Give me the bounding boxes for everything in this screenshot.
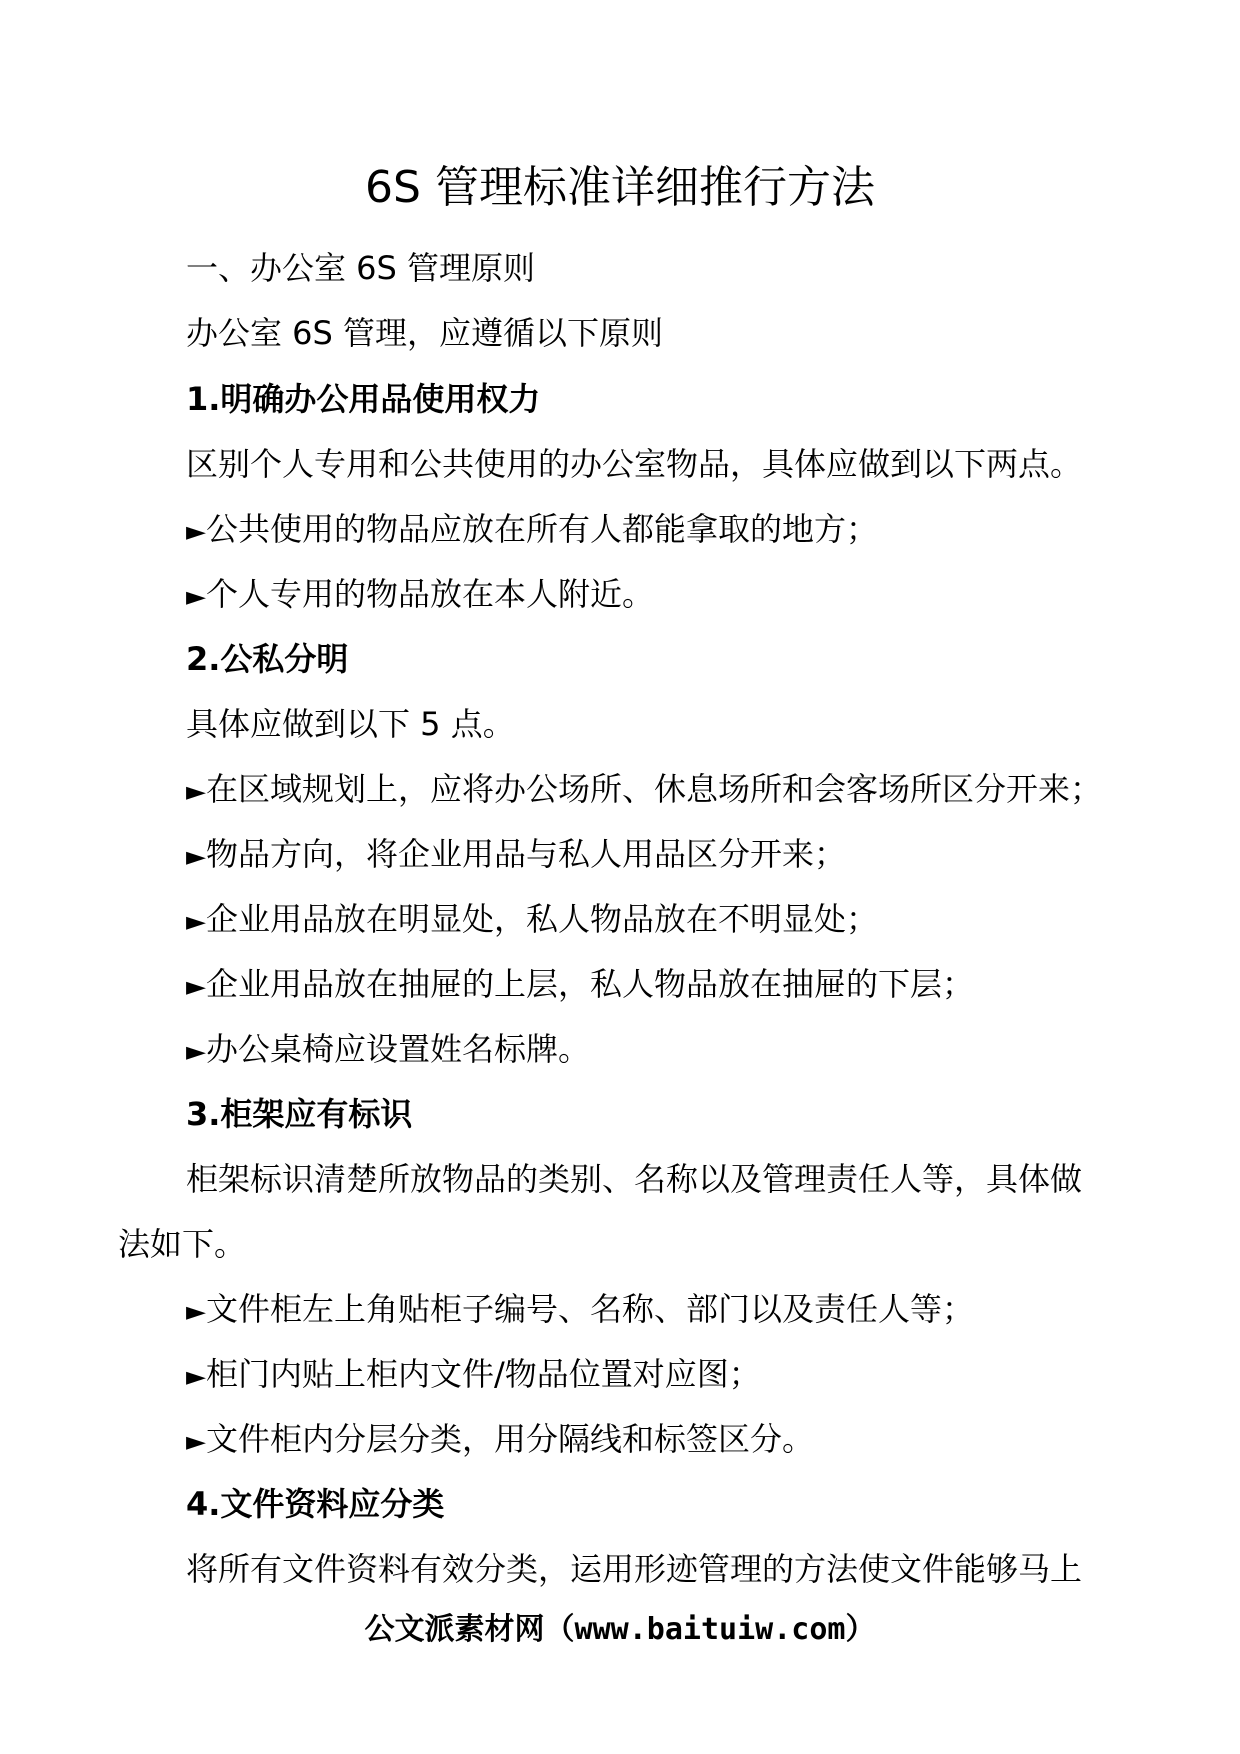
bullet-arrow-icon: ► xyxy=(186,777,206,807)
bullet-arrow-icon: ► xyxy=(186,1362,206,1392)
item-4-heading: 4.文件资料应分类 xyxy=(186,1485,445,1523)
bullet-text: 物品方向，将企业用品与私人用品区分开来； xyxy=(206,835,847,873)
list-item xyxy=(186,574,1146,617)
bullet-text: 办公桌椅应设置姓名标牌。 xyxy=(206,1030,591,1068)
bullet-arrow-icon: ► xyxy=(186,907,206,937)
footer-url: （www.baituiw.com） xyxy=(544,1612,876,1647)
bullet-text: 个人专用的物品放在本人附近。 xyxy=(206,575,655,613)
list-item xyxy=(186,1354,1146,1397)
list-item xyxy=(186,1029,1146,1072)
bullet-arrow-icon: ► xyxy=(186,1297,206,1327)
bullet-text: 企业用品放在明显处，私人物品放在不明显处； xyxy=(206,900,879,938)
page-footer xyxy=(0,1610,1240,1650)
item-3-heading: 3.柜架应有标识 xyxy=(186,1095,413,1133)
item-2-text: 具体应做到以下 5 点。 xyxy=(186,705,515,743)
bullet-text: 文件柜内分层分类，用分隔线和标签区分。 xyxy=(206,1420,815,1458)
list-item xyxy=(186,769,1146,812)
item-3-text: 柜架标识清楚所放物品的类别、名称以及管理责任人等，具体做 xyxy=(186,1160,1083,1198)
list-item xyxy=(186,509,1146,552)
bullet-text: 公共使用的物品应放在所有人都能拿取的地方； xyxy=(206,510,879,548)
list-item xyxy=(186,899,1146,942)
bullet-arrow-icon: ► xyxy=(186,582,206,612)
bullet-arrow-icon: ► xyxy=(186,972,206,1002)
bullet-arrow-icon: ► xyxy=(186,1427,206,1457)
bullet-text: 在区域规划上，应将办公场所、休息场所和会客场所区分开来； xyxy=(206,770,1103,808)
section-heading: 一、办公室 6S 管理原则 xyxy=(186,249,536,287)
item-3-text-continued: 法如下。 xyxy=(118,1225,247,1263)
bullet-arrow-icon: ► xyxy=(186,842,206,872)
bullet-text: 文件柜左上角贴柜子编号、名称、部门以及责任人等； xyxy=(206,1290,975,1328)
bullet-text: 企业用品放在抽屉的上层，私人物品放在抽屉的下层； xyxy=(206,965,975,1003)
bullet-text: 柜门内贴上柜内文件/物品位置对应图； xyxy=(206,1355,761,1393)
list-item xyxy=(186,834,1146,877)
bullet-arrow-icon: ► xyxy=(186,1037,206,1067)
list-item xyxy=(186,1289,1146,1332)
item-1-text: 区别个人专用和公共使用的办公室物品，具体应做到以下两点。 xyxy=(186,445,1083,483)
item-1-heading: 1.明确办公用品使用权力 xyxy=(186,380,541,418)
item-2-heading: 2.公私分明 xyxy=(186,640,349,678)
list-item xyxy=(186,964,1146,1007)
list-item xyxy=(186,1419,1146,1462)
footer-site-name: 公文派素材网 xyxy=(364,1612,545,1647)
bullet-arrow-icon: ► xyxy=(186,517,206,547)
document-title: 6S 管理标准详细推行方法 xyxy=(365,162,875,213)
intro-paragraph: 办公室 6S 管理，应遵循以下原则 xyxy=(186,314,664,352)
item-4-text: 将所有文件资料有效分类，运用形迹管理的方法使文件能够马上 xyxy=(186,1550,1083,1588)
